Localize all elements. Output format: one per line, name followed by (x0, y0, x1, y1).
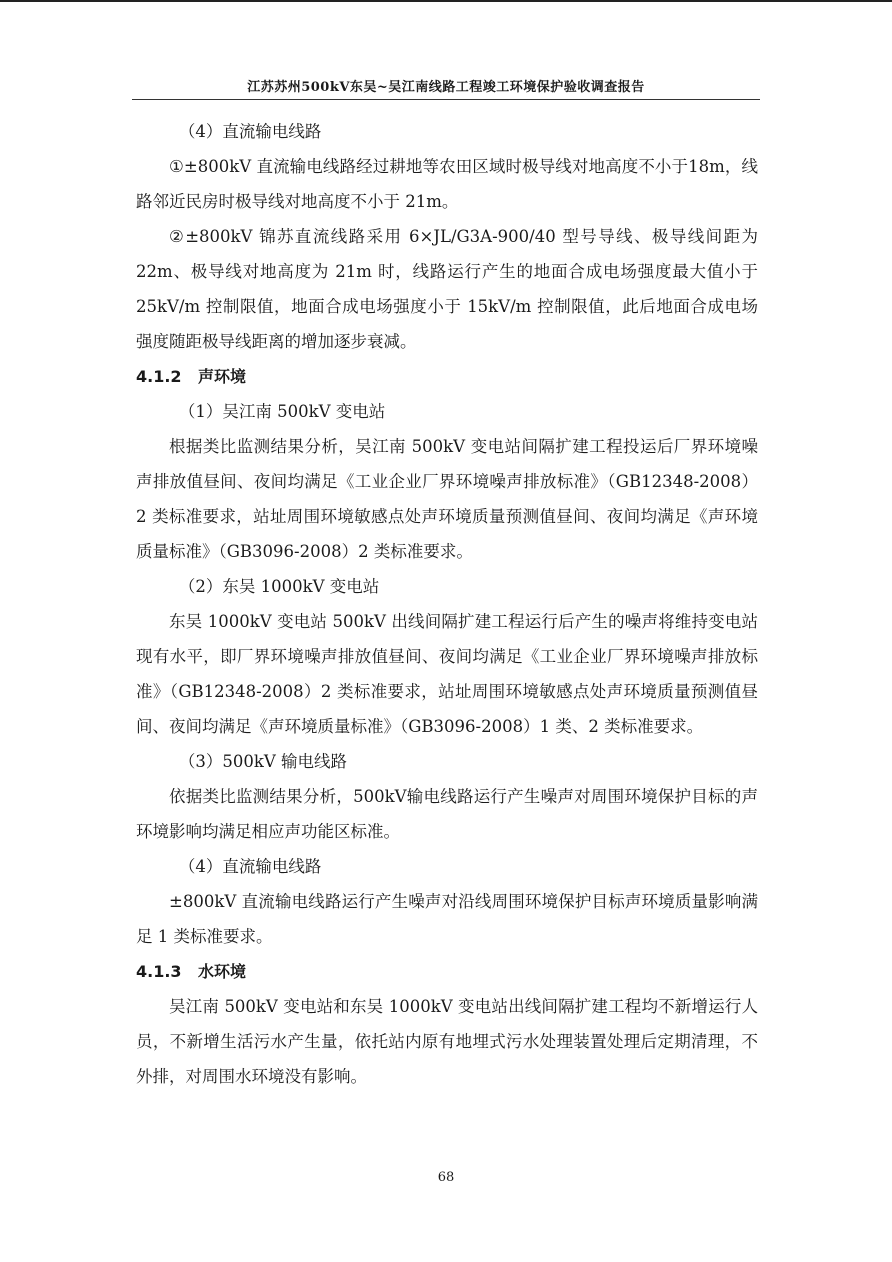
body-content (136, 114, 758, 1094)
subheading-wujiangnan: （1）吴江南 500kV 变电站 (178, 402, 386, 421)
running-header: 江苏苏州500kV东吴~吴江南线路工程竣工环境保护验收调查报告 (247, 80, 645, 95)
subheading-dc-lines: （4）直流输电线路 (178, 122, 322, 141)
page-number: 68 (437, 1170, 455, 1185)
paragraph-500kv-noise: 依据类比监测结果分析，500kV输电线路运行产生噪声对周围环境保护目标的声环境影响均满足相应声功能区标准。 (136, 787, 758, 841)
section-title: 水环境 (198, 962, 247, 981)
section-heading-4-1-2 (136, 359, 758, 394)
paragraph-wujiangnan-noise: 根据类比监测结果分析，吴江南 500kV 变电站间隔扩建工程投运后厂界环境噪声排放值昼间、夜间均满足《工业企业厂界环境噪声排放标准》（GB12348-2008）2 类标准要求，站址周围环境敏感点处声环境质量预测值昼间、夜间均满足《声环境质量标准》（GB3096-2008）2 类标准要求。 (136, 437, 758, 561)
section-number: 4.1.3 (136, 962, 182, 981)
paragraph-dc-height: ①±800kV 直流输电线路经过耕地等农田区域时极导线对地高度不小于18m，线路邻近民房时极导线对地高度不小于 21m。 (136, 157, 758, 211)
subheading-500kv-lines: （3）500kV 输电线路 (178, 752, 348, 771)
paragraph-dc-field: ②±800kV 锦苏直流线路采用 6×JL/G3A-900/40 型号导线、极导线间距为22m、极导线对地高度为 21m 时，线路运行产生的地面合成电场强度最大值小于 25kV/m 控制限值，地面合成电场强度小于 15kV/m 控制限值，此后地面合成电场强度随距极导线距离的增加逐步衰减。 (136, 227, 758, 351)
top-border-line (0, 0, 892, 2)
paragraph-water: 吴江南 500kV 变电站和东吴 1000kV 变电站出线间隔扩建工程均不新增运行人员，不新增生活污水产生量，依托站内原有地埋式污水处理装置处理后定期清理，不外排，对周围水环境没有影响。 (136, 997, 758, 1086)
subheading-dongwu: （2）东吴 1000kV 变电站 (178, 577, 380, 596)
paragraph-dongwu-noise: 东吴 1000kV 变电站 500kV 出线间隔扩建工程运行后产生的噪声将维持变电站现有水平，即厂界环境噪声排放值昼间、夜间均满足《工业企业厂界环境噪声排放标准》（GB12348-2008）2 类标准要求，站址周围环境敏感点处声环境质量预测值昼间、夜间均满足《声环境质量标准》（GB3096-2008）1 类、2 类标准要求。 (136, 612, 758, 736)
header-divider (132, 99, 760, 100)
section-number: 4.1.2 (136, 367, 182, 386)
paragraph-dc-noise: ±800kV 直流输电线路运行产生噪声对沿线周围环境保护目标声环境质量影响满足 1 类标准要求。 (136, 892, 758, 946)
section-title: 声环境 (198, 367, 247, 386)
section-heading-4-1-3 (136, 954, 758, 989)
subheading-dc-lines-noise: （4）直流输电线路 (178, 857, 322, 876)
